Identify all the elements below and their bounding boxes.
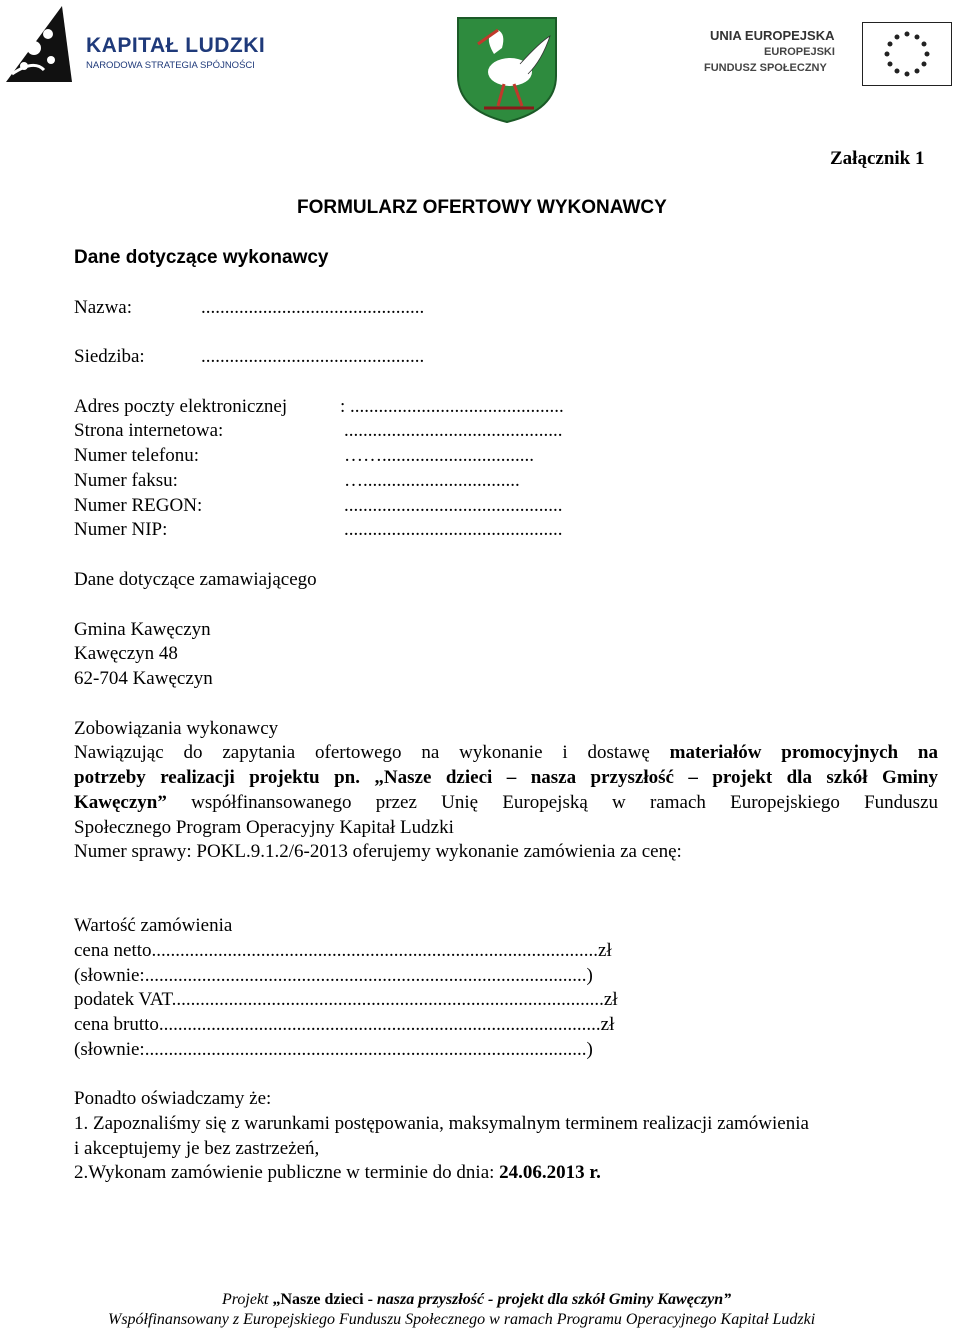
eu-line2: EUROPEJSKI	[764, 46, 835, 58]
obligations-heading: Zobowiązania wykonawcy	[74, 718, 279, 739]
footer-line-2: Współfinansowany z Europejskiego Funduszu Społecznego w ramach Programu Operacyjnego Kapitał Ludzki	[108, 1311, 816, 1328]
field-label-email: Adres poczty elektronicznej	[74, 396, 288, 417]
net-price-field[interactable]: cena netto..............................................................................................zł	[74, 940, 612, 961]
field-label-website: Strona internetowa:	[74, 420, 224, 441]
obligations-line-1-bold: materiałów promocyjnych na	[669, 742, 938, 763]
declaration-1-line-1: 1. Zapoznaliśmy się z warunkami postępowania, maksymalnym terminem realizacji zamówienia	[74, 1113, 809, 1134]
obligations-line-1-text: Nawiązując do zapytania ofertowego na wykonanie i dostawę	[74, 742, 650, 763]
field-value-website[interactable]: ..............................................	[344, 420, 563, 441]
field-label-name: Nazwa:	[74, 297, 133, 318]
kapital-ludzki-logo	[4, 4, 294, 86]
field-label-regon: Numer REGON:	[74, 495, 203, 516]
kapital-ludzki-title: KAPITAŁ LUDZKI	[86, 34, 266, 57]
contractor-heading: Dane dotyczące wykonawcy	[74, 247, 329, 268]
client-line-name: Gmina Kawęczyn	[74, 619, 211, 640]
project-name-part-1: „Nasze dzieci – nasza przyszłość – projekt dla szkół Gminy	[374, 767, 939, 788]
obligations-line-5: Numer sprawy: POKL.9.1.2/6-2013 oferujemy wykonanie zamówienia za cenę:	[74, 841, 682, 862]
field-value-phone[interactable]: ……................................	[344, 445, 534, 466]
field-value-fax[interactable]: ….................................	[344, 470, 520, 491]
declaration-1-line-2: i akceptujemy je bez zastrzeżeń,	[74, 1138, 320, 1159]
footer-project-name-bold: „Nasze dzieci -	[272, 1291, 377, 1308]
field-label-phone: Numer telefonu:	[74, 445, 200, 466]
client-line-address: Kawęczyn 48	[74, 643, 178, 664]
field-value-name[interactable]: ...............................................	[201, 297, 425, 318]
obligations-line-3	[74, 791, 938, 815]
eu-line3: FUNDUSZ SPOŁECZNY	[704, 62, 827, 74]
obligations-line-2	[74, 766, 938, 790]
declaration-2	[74, 1161, 601, 1185]
attachment-label: Załącznik 1	[830, 148, 925, 169]
vat-field[interactable]: podatek VAT...........................................................................................zł	[74, 989, 618, 1010]
field-value-regon[interactable]: ..............................................	[344, 495, 563, 516]
field-value-seat[interactable]: ...............................................	[201, 346, 425, 367]
obligations-line-3-text: współfinansowanego przez Unię Europejską w ramach Europejskiego Funduszu	[191, 792, 939, 813]
field-label-fax: Numer faksu:	[74, 470, 178, 491]
eu-flag-icon	[862, 22, 952, 86]
footer-project-prefix: Projekt	[222, 1291, 273, 1308]
declarations-heading: Ponadto oświadczamy że:	[74, 1088, 272, 1109]
kapital-ludzki-emblem-icon	[4, 4, 74, 84]
deadline-date: 24.06.2013 r.	[499, 1162, 601, 1183]
order-value-heading: Wartość zamówienia	[74, 915, 233, 936]
kapital-ludzki-subtitle: NARODOWA STRATEGIA SPÓJNOŚCI	[86, 60, 255, 71]
client-line-postal: 62-704 Kawęczyn	[74, 668, 213, 689]
gmina-crest-logo	[454, 14, 560, 124]
gross-price-words-field[interactable]: (słownie:.............................................................................................)	[74, 1039, 593, 1060]
gross-price-field[interactable]: cena brutto.............................................................................................zł	[74, 1014, 615, 1035]
footer-project-name: nasza przyszłość - projekt dla szkół Gminy Kawęczyn”	[376, 1291, 732, 1308]
field-value-email[interactable]: : .............................................	[340, 396, 564, 417]
field-value-nip[interactable]: ..............................................	[344, 519, 563, 540]
project-name-part-2: Kawęczyn”	[74, 792, 167, 813]
client-heading: Dane dotyczące zamawiającego	[74, 569, 317, 590]
field-label-nip: Numer NIP:	[74, 519, 168, 540]
form-title: FORMULARZ OFERTOWY WYKONAWCY	[297, 197, 667, 218]
eu-logo	[702, 20, 956, 96]
declaration-2-text: 2.Wykonam zamówienie publiczne w terminie do dnia:	[74, 1162, 500, 1183]
obligations-line-1	[74, 741, 938, 765]
obligations-line-4: Społecznego Program Operacyjny Kapitał Ludzki	[74, 817, 454, 838]
footer-line-1	[222, 1290, 731, 1310]
field-label-seat: Siedziba:	[74, 346, 145, 367]
eu-line1: UNIA EUROPEJSKA	[710, 28, 835, 43]
obligations-line-2-bold: potrzeby realizacji projektu pn.	[74, 767, 360, 788]
net-price-words-field[interactable]: (słownie:.............................................................................................)	[74, 965, 593, 986]
stork-crest-icon	[454, 14, 560, 124]
